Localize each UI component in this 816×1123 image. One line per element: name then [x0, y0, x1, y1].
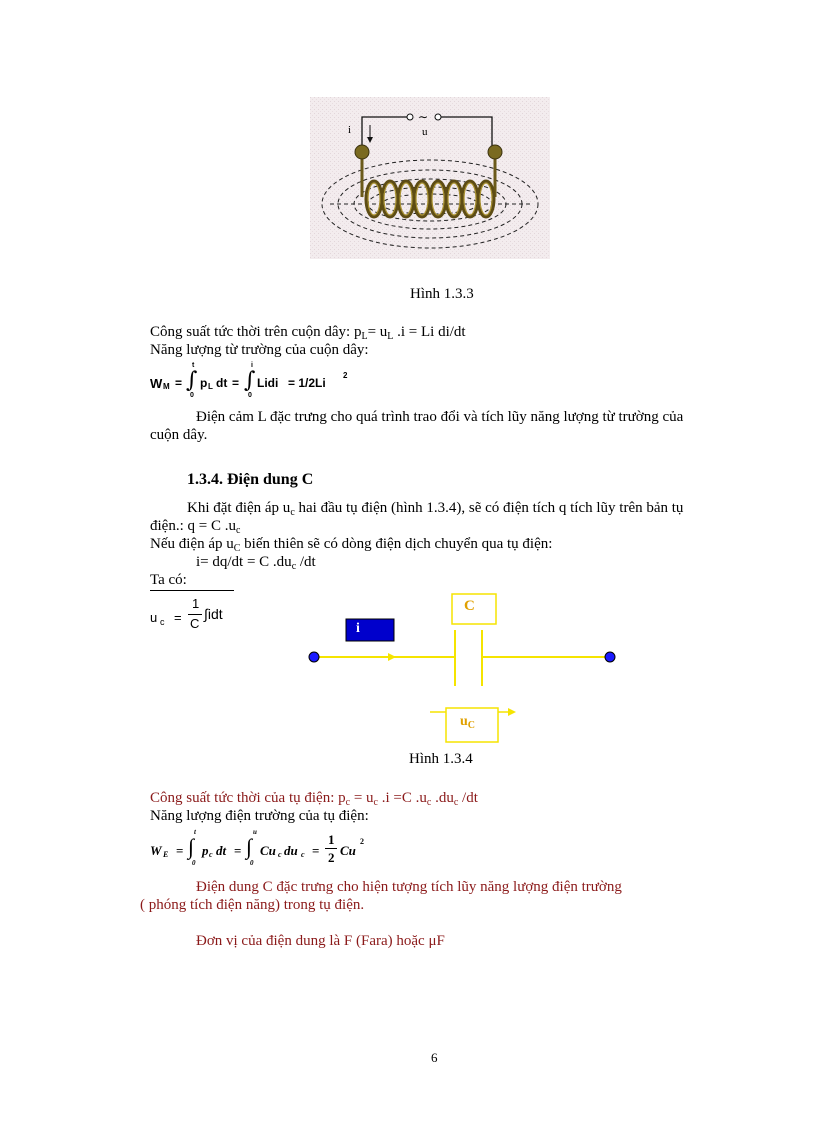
capacitor-para-2: ( phóng tích điện năng) trong tụ điện. [140, 897, 365, 913]
capacitor-energy-line: Năng lượng điện trường của tụ điện: [150, 808, 369, 824]
capacitor-para-1: Điện dung C đặc trưng cho hiện tượng tích lũy năng lượng điện trường [196, 879, 622, 895]
node-left [309, 652, 319, 662]
label-i-current: i [356, 621, 360, 636]
figure-inductor [310, 97, 550, 259]
inductor-para-1: Điện cảm L đặc trưng cho quá trình trao đổi và tích lũy năng lượng từ trường của [196, 409, 684, 425]
integral-sign: ∫ [246, 834, 253, 859]
integral-sign: ∫ [244, 368, 256, 393]
capacitor-power-line: Công suất tức thời của tụ điện: $p_c = u_c$ .i =C $.u_c$ $.du_c$ /dt [150, 790, 478, 808]
label-i: i [348, 124, 352, 136]
inductor-para-2: cuộn dây. [150, 427, 208, 443]
label-box-i [346, 619, 394, 641]
fraction-bar [188, 614, 202, 615]
page-number: 6 [431, 1050, 438, 1065]
section-para-4: i= dq/dt = C $.du_c$ /dt [196, 554, 316, 572]
inductor-power-line: Công suất tức thời trên cuộn dây: $p_L= u_L$ .i = Li di/dt [150, 324, 466, 342]
inductor-energy-line: Năng lượng từ trường của cuộn dây: [150, 342, 369, 358]
capacitor-unit: Đơn vị của điện dung là F (Fara) hoặc μF [196, 933, 445, 949]
label-C: C [464, 598, 475, 614]
fraction-bar [325, 848, 337, 849]
section-para-2: điện.: q = C $.u_c$ [150, 518, 241, 536]
section-heading: 1.3.4. Điện dung C [187, 471, 314, 488]
label-u: u [422, 126, 428, 138]
inductor-diagram [310, 97, 550, 259]
uc-formula: u c = 1 C ∫idt [150, 596, 223, 631]
figure-caption-1-3-4: Hình 1.3.4 [409, 751, 473, 767]
label-uC: $u_C$ [460, 714, 476, 731]
taco-underline [150, 590, 234, 591]
inductor-energy-formula: W M = t ∫ 0 p L dt = i ∫ 0 Lidi = 1/2Li 2 [150, 362, 348, 399]
figure-caption-1-3-3: Hình 1.3.3 [410, 286, 474, 302]
figure-capacitor [300, 590, 630, 750]
node-right [605, 652, 615, 662]
section-para-1: Khi đặt điện áp $u_c$ hai đầu tụ điện (hình 1.3.4), sẽ có điện tích q tích lũy trên bản tụ [187, 500, 684, 518]
section-para-3: Nếu điện áp $u_C$ biến thiên sẽ có dòng điện dịch chuyển qua tụ điện: [150, 536, 553, 554]
capacitor-energy-formula: W E = t ∫ 0 p c dt = u ∫ 0 Cu c du c = 1 2 Cu 2 [150, 828, 364, 867]
integral-sign: ∫ [188, 834, 195, 859]
integral-sign: ∫ [186, 368, 198, 393]
source-symbol: ∼ [418, 110, 429, 124]
taco-label: Ta có: [150, 572, 187, 588]
